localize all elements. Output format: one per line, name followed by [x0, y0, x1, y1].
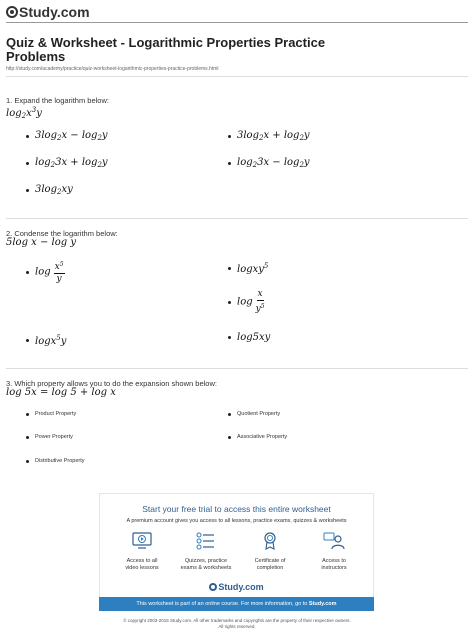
q1-option-d[interactable] [228, 157, 310, 169]
radio-bullet-icon[interactable] [26, 162, 29, 165]
promo-bar-text: This worksheet is part of an online course. For more information, go to [136, 601, 308, 607]
page-title: Quiz & Worksheet - Logarithmic Properties Practice Problems [6, 35, 326, 64]
q3-option-a-label: Product Property [35, 411, 77, 417]
feature-certificate [238, 532, 302, 572]
feature-video-lessons [110, 532, 174, 572]
q3-option-c-label: Power Property [35, 434, 73, 440]
feature-instructors [302, 532, 366, 572]
video-lesson-icon [131, 532, 153, 550]
certificate-ribbon-icon [259, 532, 281, 550]
q3-option-a[interactable] [26, 411, 76, 417]
promo-subheading: A premium account gives you access to all lessons, practice exams, quizzes & worksheets [126, 518, 347, 524]
q3-option-c[interactable] [26, 434, 73, 440]
question-2-prompt: 2. Condense the logarithm below: [6, 229, 118, 238]
q1-option-c[interactable] [26, 157, 108, 169]
radio-bullet-icon[interactable] [228, 336, 231, 339]
q2-option-c-label: log $\frac{x}{y^5}$ [237, 289, 265, 314]
q2-option-d[interactable] [26, 334, 66, 347]
feature-quizzes [174, 532, 238, 572]
q1-option-e-label: $3\log_2xy$ [35, 184, 73, 196]
radio-bullet-icon[interactable] [228, 413, 231, 416]
promo-logo[interactable]: Study.com [100, 582, 373, 592]
feature-label: Access to all video lessons [125, 558, 159, 571]
radio-bullet-icon[interactable] [228, 267, 231, 270]
radio-bullet-icon[interactable] [26, 436, 29, 439]
q2-option-a[interactable] [26, 260, 65, 284]
q1-option-e[interactable] [26, 184, 73, 196]
section-divider [6, 76, 468, 77]
copyright-line-2: All rights reserved. [218, 624, 256, 629]
q2-option-c[interactable] [228, 290, 265, 314]
quiz-checklist-icon [195, 532, 217, 550]
feature-label: Access to instructors [321, 558, 347, 571]
copyright-footer [0, 618, 474, 630]
radio-bullet-icon[interactable] [26, 271, 29, 274]
q2-option-a-label: log $\frac{x^5}{y}$ [35, 261, 64, 284]
promo-bar-link[interactable]: Study.com [308, 601, 337, 607]
q3-option-b[interactable] [228, 411, 280, 417]
radio-bullet-icon[interactable] [26, 339, 29, 342]
question-1-expression: $\log_2x^3y$ [6, 106, 42, 120]
section-divider [6, 218, 468, 219]
q2-option-b-label: logxy$^5$ [237, 262, 269, 275]
q1-option-d-label: $\log_23x - \log_2y$ [237, 157, 310, 169]
q3-option-b-label: Quotient Property [237, 411, 281, 417]
question-2-expression: 5log x − log y [6, 237, 76, 248]
question-3-prompt: 3. Which property allows you to do the expansion shown below: [6, 379, 217, 388]
logo-text: Study.com [19, 4, 90, 20]
radio-bullet-icon[interactable] [228, 436, 231, 439]
feature-label: Quizzes, practice exams & worksheets [180, 558, 232, 571]
page-url: http://study.com/academy/practice/quiz-worksheet-logarithmic-properties-practice-problems.html [6, 66, 219, 72]
q1-option-c-label: $\log_23x + \log_2y$ [35, 157, 108, 169]
feature-label: Certificate of completion [254, 558, 286, 571]
q2-option-e-label: log5xy [237, 332, 271, 343]
study-gear-icon [6, 6, 18, 18]
promo-info-bar [99, 597, 374, 611]
q2-option-d-label: logx$^5$y [35, 334, 67, 347]
q3-option-e-label: Distributive Property [35, 458, 85, 464]
instructor-chat-icon [323, 532, 345, 550]
radio-bullet-icon[interactable] [26, 413, 29, 416]
q2-option-e[interactable] [228, 332, 270, 343]
q2-option-b[interactable] [228, 262, 268, 275]
q1-option-b[interactable] [228, 130, 310, 142]
radio-bullet-icon[interactable] [26, 135, 29, 138]
q1-option-b-label: $3\log_2x + \log_2y$ [237, 130, 310, 142]
study-logo[interactable] [6, 4, 90, 20]
q3-option-d[interactable] [228, 434, 287, 440]
q3-option-e[interactable] [26, 458, 85, 464]
question-1-prompt: 1. Expand the logarithm below: [6, 96, 109, 105]
study-gear-icon [209, 583, 217, 591]
copyright-line-1: © copyright 2003-2015 Study.com. All other trademarks and copyrights are the property of their respective owners. [123, 618, 351, 623]
promo-heading: Start your free trial to access this entire worksheet [142, 504, 331, 514]
radio-bullet-icon[interactable] [26, 189, 29, 192]
radio-bullet-icon[interactable] [228, 301, 231, 304]
radio-bullet-icon[interactable] [26, 460, 29, 463]
radio-bullet-icon[interactable] [228, 162, 231, 165]
header-divider [6, 22, 468, 23]
section-divider [6, 368, 468, 369]
free-trial-promo[interactable] [99, 493, 374, 611]
q1-option-a-label: $3\log_2x - \log_2y$ [35, 130, 108, 142]
q3-option-d-label: Associative Property [237, 434, 288, 440]
q1-option-a[interactable] [26, 130, 108, 142]
radio-bullet-icon[interactable] [228, 135, 231, 138]
question-3-expression: log 5x = log 5 + log x [6, 387, 116, 398]
